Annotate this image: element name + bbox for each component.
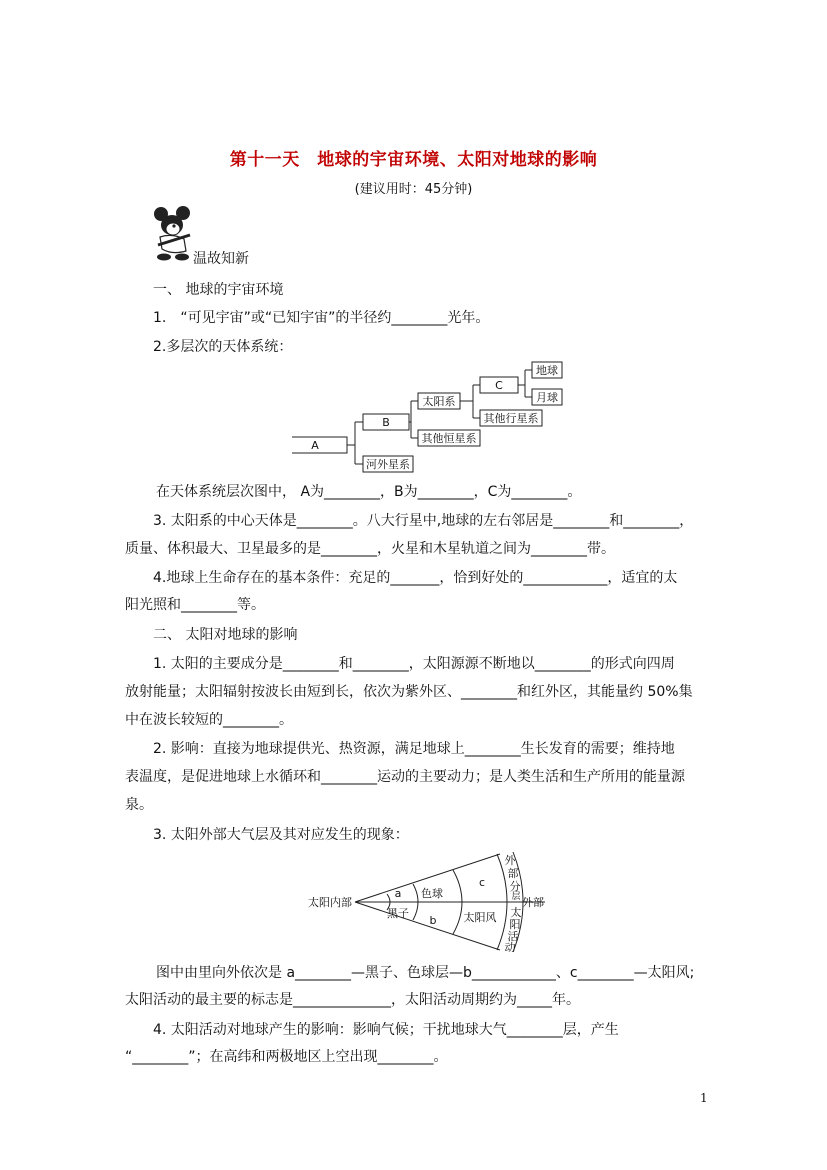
question-2-1-line2: 放射能量；太阳辐射按波长由短到长，依次为紫外区、________和红外区，其能量约 50%集 xyxy=(125,684,693,700)
fan-label-b: b xyxy=(429,914,437,927)
diagram-label-b: B xyxy=(382,416,390,429)
fan-label-sun-interior: 太阳内部 xyxy=(308,896,352,909)
page-number: 1 xyxy=(700,1091,708,1105)
fan-activity-char-4: 动 xyxy=(504,941,516,954)
diagram-label-moon: 月球 xyxy=(536,391,558,404)
suggested-time: (建议用时：45分钟) xyxy=(354,182,473,197)
page-title: 第十一天 地球的宇宙环境、太阳对地球的影响 xyxy=(229,150,598,170)
fan-layering-char-4: 层 xyxy=(511,892,521,902)
question-1-2: 2.多层次的天体系统： xyxy=(153,339,293,355)
fan-label-sunspot: 黑子 xyxy=(387,907,409,920)
diagram-label-other-planets: 其他行星系 xyxy=(483,412,539,425)
fan-label-c: c xyxy=(478,876,486,889)
question-2-1-line3: 中在波长较短的________。 xyxy=(125,712,293,728)
diagram-label-earth: 地球 xyxy=(536,364,558,377)
question-1-3-line2: 质量、体积最大、卫星最多的是________，火星和木星轨道之间为________带。 xyxy=(125,541,615,557)
question-2-3: 3. 太阳外部大气层及其对应发生的现象： xyxy=(153,827,409,843)
fan-activity-char-3: 活 xyxy=(507,930,519,943)
fan-activity-char-1: 太 xyxy=(510,906,522,919)
question-1-3-line1: 3. 太阳系的中心天体是________。八大行星中,地球的左右邻居是________和________， xyxy=(153,513,694,529)
section-heading-2: 二、 太阳对地球的影响 xyxy=(153,627,298,643)
question-1-4-line1: 4.地球上生命存在的基本条件：充足的_______，恰到好处的____________，适宜的太 xyxy=(153,570,678,586)
fan-layering-char-3: 分 xyxy=(509,880,521,893)
question-2-2-line3: 泉。 xyxy=(125,797,153,813)
question-2-3-line2: 太阳活动的最主要的标志是______________，太阳活动周期约为_____年。 xyxy=(125,992,580,1008)
diagram-label-a: A xyxy=(311,439,319,452)
fan-layering-char-1: 外 xyxy=(504,854,516,867)
question-1-2-text: 在天体系统层次图中， A为________，B为________，C为________。 xyxy=(156,484,582,500)
diagram-label-c: C xyxy=(495,379,503,392)
question-2-1-line1: 1. 太阳的主要成分是________和________，太阳源源不断地以________的形式向四周 xyxy=(153,656,675,672)
celestial-system-diagram xyxy=(290,360,580,475)
diagram-label-solar-system: 太阳系 xyxy=(422,395,456,408)
diagram-label-other-stars: 其他恒星系 xyxy=(421,432,477,445)
review-label: 温故知新 xyxy=(193,251,249,267)
question-2-2-line1: 2. 影响：直接为地球提供光、热资源，满足地球上________生长发育的需要；维持地 xyxy=(153,741,675,757)
question-2-4-line2: “________”；在高纬和两极地区上空出现________。 xyxy=(125,1049,448,1065)
fan-label-solar-wind: 太阳风 xyxy=(463,911,497,924)
question-2-3-line1: 图中由里向外依次是 a________—黑子、色球层—b____________、c________—太阳风; xyxy=(156,965,695,981)
sun-atmosphere-diagram xyxy=(305,848,555,956)
fan-label-outer: 外部 xyxy=(522,896,544,909)
question-2-2-line2: 表温度，是促进地球上水循环和________运动的主要动力；是人类生活和生产所用的能量源 xyxy=(125,769,685,785)
fan-label-a: a xyxy=(394,887,402,900)
question-1-1: 1. “可见宇宙”或“已知宇宙”的半径约________光年。 xyxy=(153,310,490,326)
question-2-4-line1: 4. 太阳活动对地球产生的影响：影响气候；干扰地球大气________层，产生 xyxy=(153,1022,619,1038)
diagram-label-extragalactic: 河外星系 xyxy=(366,458,410,471)
cartoon-mascot-icon xyxy=(150,205,196,263)
section-heading-1: 一、 地球的宇宙环境 xyxy=(153,282,284,298)
fan-layering-char-2: 部 xyxy=(507,867,519,880)
fan-label-chromosphere: 色球 xyxy=(421,887,443,900)
fan-activity-char-2: 阳 xyxy=(509,918,521,931)
question-1-4-line2: 阳光照和________等。 xyxy=(125,597,265,613)
